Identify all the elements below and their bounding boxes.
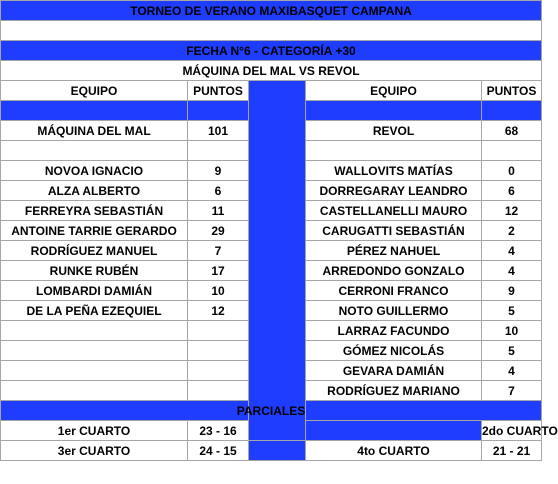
header-puntos-away: PUNTOS [482, 81, 542, 101]
blue-spacer-left [1, 101, 188, 121]
quarter-score: 21 - 21 [482, 441, 542, 461]
player-home-name [1, 341, 188, 361]
player-away-points: 4 [482, 261, 542, 281]
player-away-points: 4 [482, 361, 542, 381]
quarter-label: 3er CUARTO [1, 441, 188, 461]
player-away-points: 10 [482, 321, 542, 341]
player-away-name: GÓMEZ NICOLÁS [306, 341, 482, 361]
player-home-name: FERREYRA SEBASTIÁN [1, 201, 188, 221]
header-puntos-home: PUNTOS [188, 81, 249, 101]
player-away-points: 12 [482, 201, 542, 221]
player-away-points: 9 [482, 281, 542, 301]
player-home-name [1, 381, 188, 401]
player-home-name: RUNKE RUBÉN [1, 261, 188, 281]
player-home-name: DE LA PEÑA EZEQUIEL [1, 301, 188, 321]
player-home-name [1, 321, 188, 341]
player-away-name: RODRÍGUEZ MARIANO [306, 381, 482, 401]
player-home-name: LOMBARDI DAMIÁN [1, 281, 188, 301]
player-away-points: 5 [482, 341, 542, 361]
team-away-name: REVOL [306, 121, 482, 141]
player-home-name: ALZA ALBERTO [1, 181, 188, 201]
quarter-divider [249, 441, 306, 461]
player-away-name: PÉREZ NAHUEL [306, 241, 482, 261]
player-home-name: NOVOA IGNACIO [1, 161, 188, 181]
blue-spacer-right [306, 101, 482, 121]
empty-cell [306, 141, 482, 161]
player-away-points: 5 [482, 301, 542, 321]
empty-cell [482, 141, 542, 161]
player-home-name [1, 361, 188, 381]
parciales-title: PARCIALES [1, 401, 542, 421]
team-away-points: 68 [482, 121, 542, 141]
player-away-name: CASTELLANELLI MAURO [306, 201, 482, 221]
player-home-points [188, 321, 249, 341]
player-home-name: ANTOINE TARRIE GERARDO [1, 221, 188, 241]
player-away-name: NOTO GUILLERMO [306, 301, 482, 321]
player-away-name: DORREGARAY LEANDRO [306, 181, 482, 201]
empty-cell [188, 141, 249, 161]
quarter-score: 23 - 16 [188, 421, 249, 441]
player-home-points [188, 381, 249, 401]
player-home-points: 6 [188, 181, 249, 201]
center-divider [249, 81, 306, 441]
player-away-points: 6 [482, 181, 542, 201]
blue-spacer-right-pts [482, 101, 542, 121]
tournament-title: TORNEO DE VERANO MAXIBASQUET CAMPANA [1, 1, 542, 21]
match-title: MÁQUINA DEL MAL VS REVOL [1, 61, 542, 81]
player-home-points [188, 361, 249, 381]
player-home-points [188, 341, 249, 361]
team-home-name: MÁQUINA DEL MAL [1, 121, 188, 141]
player-away-points: 0 [482, 161, 542, 181]
player-away-name: CERRONI FRANCO [306, 281, 482, 301]
player-home-points: 17 [188, 261, 249, 281]
empty-cell [1, 141, 188, 161]
header-equipo-home: EQUIPO [1, 81, 188, 101]
player-home-points: 9 [188, 161, 249, 181]
player-away-name: CARUGATTI SEBASTIÁN [306, 221, 482, 241]
player-away-points: 7 [482, 381, 542, 401]
player-home-points: 7 [188, 241, 249, 261]
player-away-points: 2 [482, 221, 542, 241]
player-away-name: WALLOVITS MATÍAS [306, 161, 482, 181]
player-home-points: 10 [188, 281, 249, 301]
blank-row [1, 21, 542, 41]
player-home-name: RODRÍGUEZ MANUEL [1, 241, 188, 261]
quarter-label: 1er CUARTO [1, 421, 188, 441]
quarter-label: 2do CUARTO [482, 421, 542, 441]
player-home-points: 29 [188, 221, 249, 241]
quarter-label: 4to CUARTO [306, 441, 482, 461]
player-away-name: LARRAZ FACUNDO [306, 321, 482, 341]
fecha-category: FECHA N°6 - CATEGORÍA +30 [1, 41, 542, 61]
blue-spacer-left-pts [188, 101, 249, 121]
player-away-name: ARREDONDO GONZALO [306, 261, 482, 281]
quarter-row [1, 441, 542, 461]
player-home-points: 12 [188, 301, 249, 321]
team-home-points: 101 [188, 121, 249, 141]
player-home-points: 11 [188, 201, 249, 221]
header-equipo-away: EQUIPO [306, 81, 482, 101]
player-away-name: GEVARA DAMIÁN [306, 361, 482, 381]
player-away-points: 4 [482, 241, 542, 261]
quarter-divider [306, 421, 482, 441]
quarter-score: 24 - 15 [188, 441, 249, 461]
